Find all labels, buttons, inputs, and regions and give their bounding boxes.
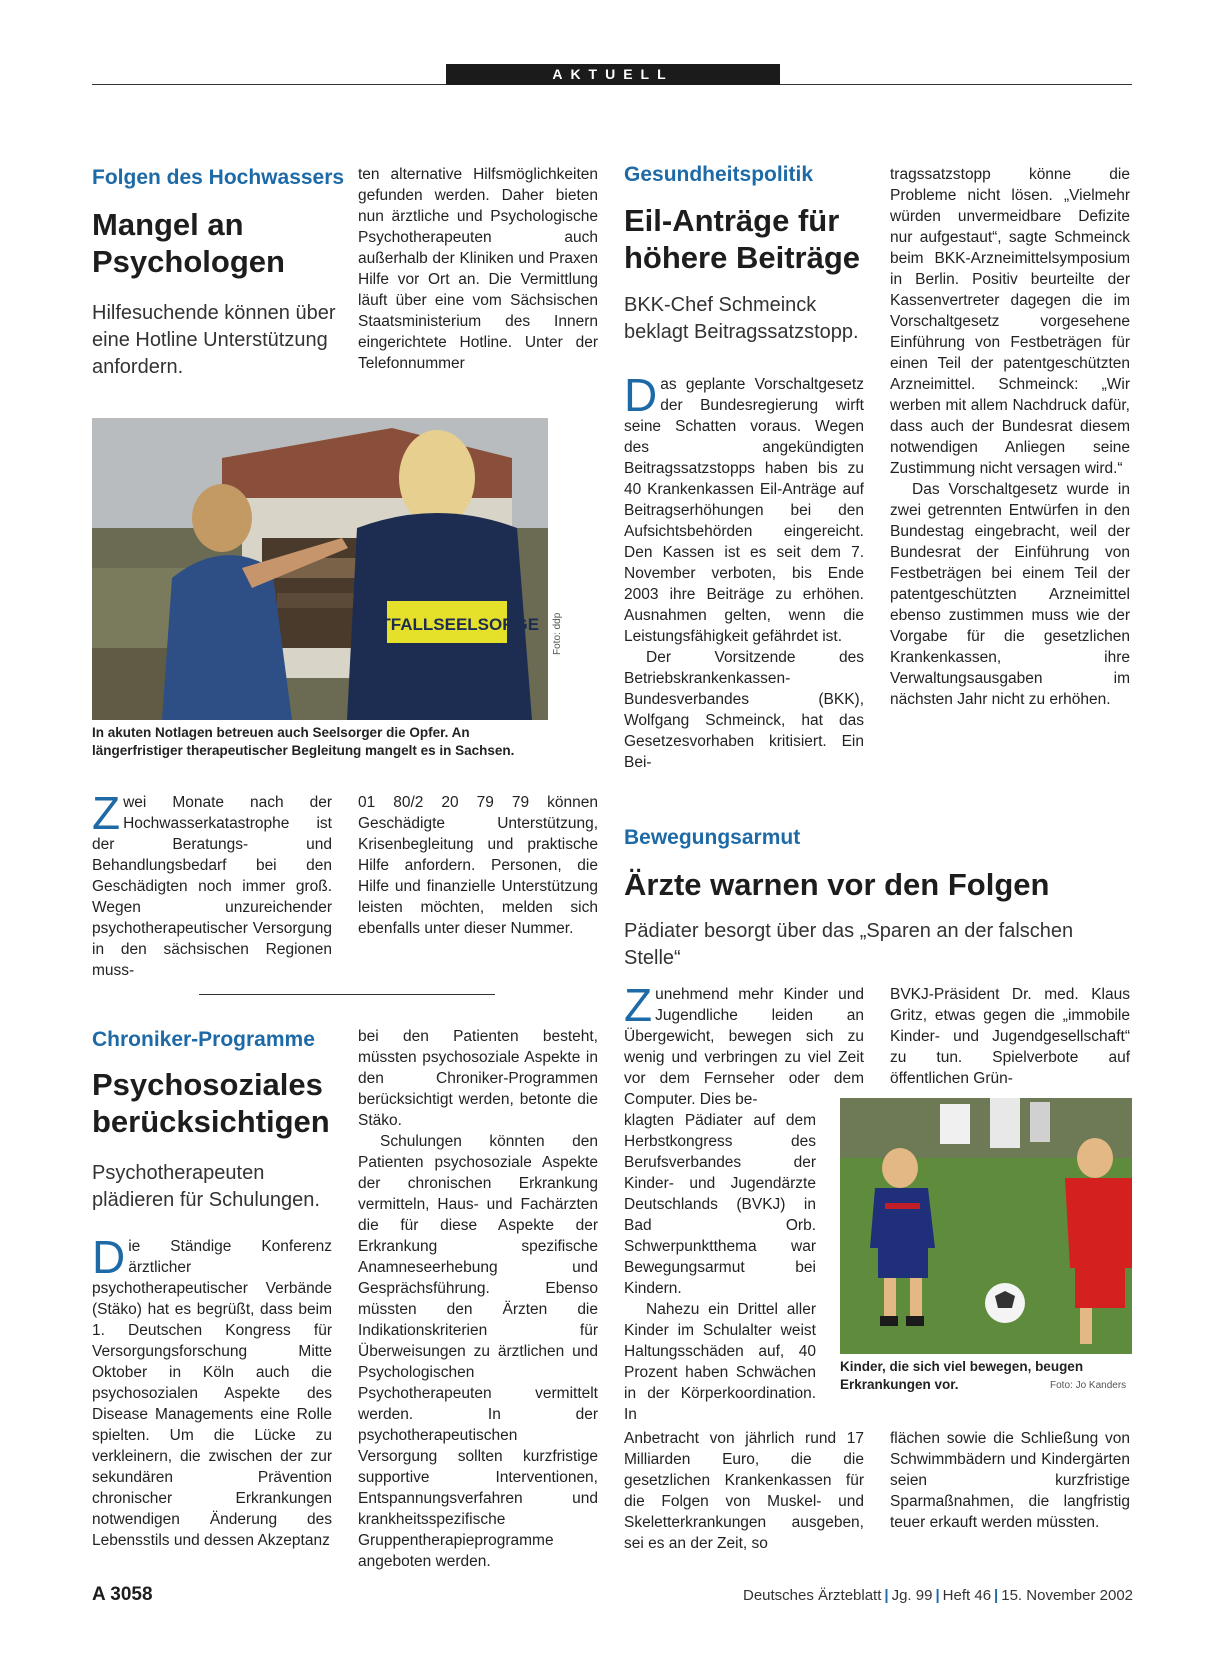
article4-headline: Ärzte warnen vor den Folgen xyxy=(624,867,1050,902)
dropcap: D xyxy=(624,369,658,421)
article1-body-right xyxy=(358,792,598,939)
article3-paragraph: bei den Patienten besteht, müssten psychosoziale Aspekte in den Chroniker-Programmen berücksichtigt werden, betonte die Stäko. xyxy=(358,1028,598,1129)
article-separator xyxy=(199,994,495,995)
article4-photo xyxy=(840,1098,1132,1354)
article3-lead: Psychotherapeuten plädieren für Schulungen. xyxy=(92,1162,320,1211)
article2-paragraph: Das Vorschaltgesetz wurde in zwei getrennten Entwürfen in den Bundestag eingebracht, weil der Bundesrat der Einführung von Festbeträgen bei einem Teil der patentgeschützten Arzneimittel ebenso zustimmen muss wie der Vorgabe für die gesetzlichen Krankenkassen, ihre Verwaltungsausgaben im nächsten Jahr nicht zu erhöhen. xyxy=(890,481,1130,708)
article3-headline-line1: Psychosoziales xyxy=(92,1067,323,1102)
article4-caption: Kinder, die sich viel bewegen, beugen Erkrankungen vor. xyxy=(840,1359,1084,1392)
dropcap: Z xyxy=(624,979,653,1031)
dropcap: Z xyxy=(92,787,121,839)
article4-paragraph: klagten Pädiater auf dem Herbstkongress des Berufsverbandes der Kinder- und Jugendärzte Deutschlands (BVKJ) in Bad Orb. Schwerpunktthema war Bewegungsarmut bei Kindern. xyxy=(624,1112,816,1297)
article4-paragraph: Zunehmend mehr Kinder und Jugendliche leiden an Übergewicht, bewegen sich zu wenig und verbringen zu viel Zeit vor dem Fernseher oder dem Computer. Dies be- xyxy=(624,979,864,1108)
article1-paragraph: 01 80/2 20 79 79 können Geschädigte Unterstützung, Krisenbegleitung und praktische Hilfe anfordern. Personen, die Hilfe und finanzielle Unterstützung leisten möchten, melden sich ebenfalls unter dieser Nummer. xyxy=(358,794,598,937)
journal-name: Deutsches Ärzteblatt xyxy=(742,1587,882,1604)
article2-paragraph: Der Vorsitzende des Betriebskrankenkassen-Bundesverbandes (BKK), Wolfgang Schmeinck, hat das Gesetzesvorhaben kritisiert. Ein Bei- xyxy=(624,649,864,771)
article1-col-top xyxy=(358,164,598,374)
article1-headline xyxy=(92,206,285,280)
article4-body-left-narrow xyxy=(624,1110,816,1425)
article1-photo xyxy=(92,418,548,720)
article3-body-left xyxy=(92,1231,332,1551)
article4-body-left-top xyxy=(624,979,864,1110)
article2-kicker: Gesundheitspolitik xyxy=(624,163,814,186)
article1-caption: In akuten Notlagen betreuen auch Seelsorger die Opfer. An längerfristiger therapeutischer Begleitung mangelt es in Sachsen. xyxy=(92,725,515,758)
article4-body-right-top xyxy=(890,984,1130,1089)
photo-sign: NOTFALLSEELSORGE xyxy=(354,615,540,634)
flood-relief-photo xyxy=(92,418,548,720)
article1-kicker: Folgen des Hochwassers xyxy=(92,166,345,189)
article4-paragraph: flächen sowie die Schließung von Schwimmbädern und Kindergärten seien kurzfristige Sparmaßnahmen, die langfristig teuer erkauft werden müssten. xyxy=(890,1430,1130,1531)
publication-date: 15. November 2002 xyxy=(1001,1587,1133,1604)
volume: Jg. 99 xyxy=(891,1587,933,1604)
article3-kicker: Chroniker-Programme xyxy=(92,1028,315,1051)
kids-football-photo xyxy=(840,1098,1132,1354)
dropcap: D xyxy=(92,1231,126,1283)
page-number: A 3058 xyxy=(92,1584,153,1605)
article3-body-right xyxy=(358,1026,598,1572)
article4-body-left-bottom xyxy=(624,1428,864,1554)
article4-photo-credit: Foto: Jo Kanders xyxy=(1050,1380,1127,1391)
article2-lead: BKK-Chef Schmeinck beklagt Beitragssatzstopp. xyxy=(624,294,859,343)
article3-headline-line2: berücksichtigen xyxy=(92,1104,330,1139)
article2-headline-line2: höhere Beiträge xyxy=(624,240,861,275)
article1-headline-line1: Mangel an xyxy=(92,207,244,242)
article4-lead: Pädiater besorgt über das „Sparen an der falschen Stelle“ xyxy=(624,920,1074,969)
issue: Heft 46 xyxy=(942,1587,992,1604)
article2-body-left xyxy=(624,369,864,773)
article1-paragraph: ten alternative Hilfsmöglichkeiten gefunden werden. Daher bieten nun ärztliche und Psychologische Psychotherapeuten auch außerhalb der Kliniken und Praxen Hilfe vor Ort an. Die Vermittlung läuft über eine vom Sächsischen Staatsministerium des Innern eingerichtete Hotline. Unter der Telefonnummer xyxy=(358,166,598,372)
article2-body-right xyxy=(890,164,1130,710)
article4-paragraph: Nahezu ein Drittel aller Kinder im Schulalter weist Haltungsschäden auf, 40 Prozent haben Schwächen in der Körperkoordination. In xyxy=(624,1301,816,1423)
article2-headline-line1: Eil-Anträge für xyxy=(624,203,840,238)
article2-headline xyxy=(624,202,860,276)
section-label: AKTUELL xyxy=(446,64,780,85)
article3-paragraph: Schulungen könnten den Patienten psychosoziale Aspekte der chronischen Erkrankung vermitteln, Haus- und Fachärzten die für diese Aspekte der Erkrankung spezifische Anamneseerhebung und Gesprächsführung. Ebenso müssten den Ärzten die Indikationskriterien für Überweisungen zu ärztlichen und Psychologischen Psychotherapeuten vermittelt werden. In der psychotherapeutischen Versorgung sollten kurzfristige supportive Interventionen, Entspannungsverfahren und krankheitsspezifische Gruppentherapieprogramme angeboten werden. xyxy=(358,1133,598,1570)
article1-lead: Hilfesuchende können über eine Hotline Unterstützung anfordern. xyxy=(92,302,336,378)
article4-paragraph: Anbetracht von jährlich rund 17 Milliarden Euro, die die gesetzlichen Krankenkassen für die Folgen von Muskel- und Skeletterkrankungen ausgeben, sei es an der Zeit, so xyxy=(624,1430,864,1552)
article1-body-left xyxy=(92,787,332,981)
article3-headline xyxy=(92,1066,330,1140)
article4-paragraph: BVKJ-Präsident Dr. med. Klaus Gritz, etwas gegen die „immobile Kinder- und Jugendgesellschaft“ zu tun. Spielverbote auf öffentlichen Grün- xyxy=(890,986,1130,1087)
article2-paragraph: tragssatzstopp könne die Probleme nicht lösen. „Vielmehr würden unvermeidbare Defizite nur aufgestaut“, sagte Schmeinck beim BKK-Arzneimittelsymposium in Berlin. Positiv beurteilte der Kassenvertreter dagegen die im Vorschaltgesetz vorgesehene Einführung von Festbeträgen für einen Teil der patentgeschützten Arzneimittel. Schmeinck: „Wir werben mit allem Nachdruck dafür, dass auch der Bundesrat diesem notwendigen Anliegen seine Zustimmung nicht versagen wird.“ xyxy=(890,166,1130,477)
footer-citation: Deutsches Ärzteblatt | Jg. 99 | Heft 46 | 15. November 2002 xyxy=(742,1587,1133,1604)
article3-paragraph: Die Ständige Konferenz ärztlicher psychotherapeutischer Verbände (Stäko) hat es begrüßt, dass beim 1. Deutschen Kongress für Versorgungsforschung Mitte Oktober in Köln auch die psychosozialen Aspekte des Disease Managements eine Rolle spielten. Um die Lücke zu verkleinern, die zwischen der zur sekundären Prävention chronischer Erkrankungen notwendigen Änderung des Lebensstils und dessen Akzeptanz xyxy=(92,1231,332,1549)
article4-kicker: Bewegungsarmut xyxy=(624,826,801,849)
article1-photo-credit: Foto: ddp xyxy=(552,612,563,655)
article4-body-right-bottom xyxy=(890,1428,1130,1533)
article1-paragraph: Zwei Monate nach der Hochwasserkatastrophe ist der Beratungs- und Behandlungsbedarf bei den Geschädigten noch immer groß. Wegen unzureichender psychotherapeutischer Versorgung in den sächsischen Regionen muss- xyxy=(92,787,332,979)
article2-paragraph: Das geplante Vorschaltgesetz der Bundesregierung wirft seine Schatten voraus. Wegen des angekündigten Beitragssatzstopps haben bis zu 40 Krankenkassen Eil-Anträge auf Beitragserhöhungen bei den Aufsichtsbehörden eingereicht. Den Kassen ist es seit dem 7. November verboten, bis Ende 2003 ihre Beiträge zu erhöhen. Ausnahmen gelten, wenn die Leistungsfähigkeit gefährdet ist. xyxy=(624,369,864,645)
article1-headline-line2: Psychologen xyxy=(92,244,285,279)
